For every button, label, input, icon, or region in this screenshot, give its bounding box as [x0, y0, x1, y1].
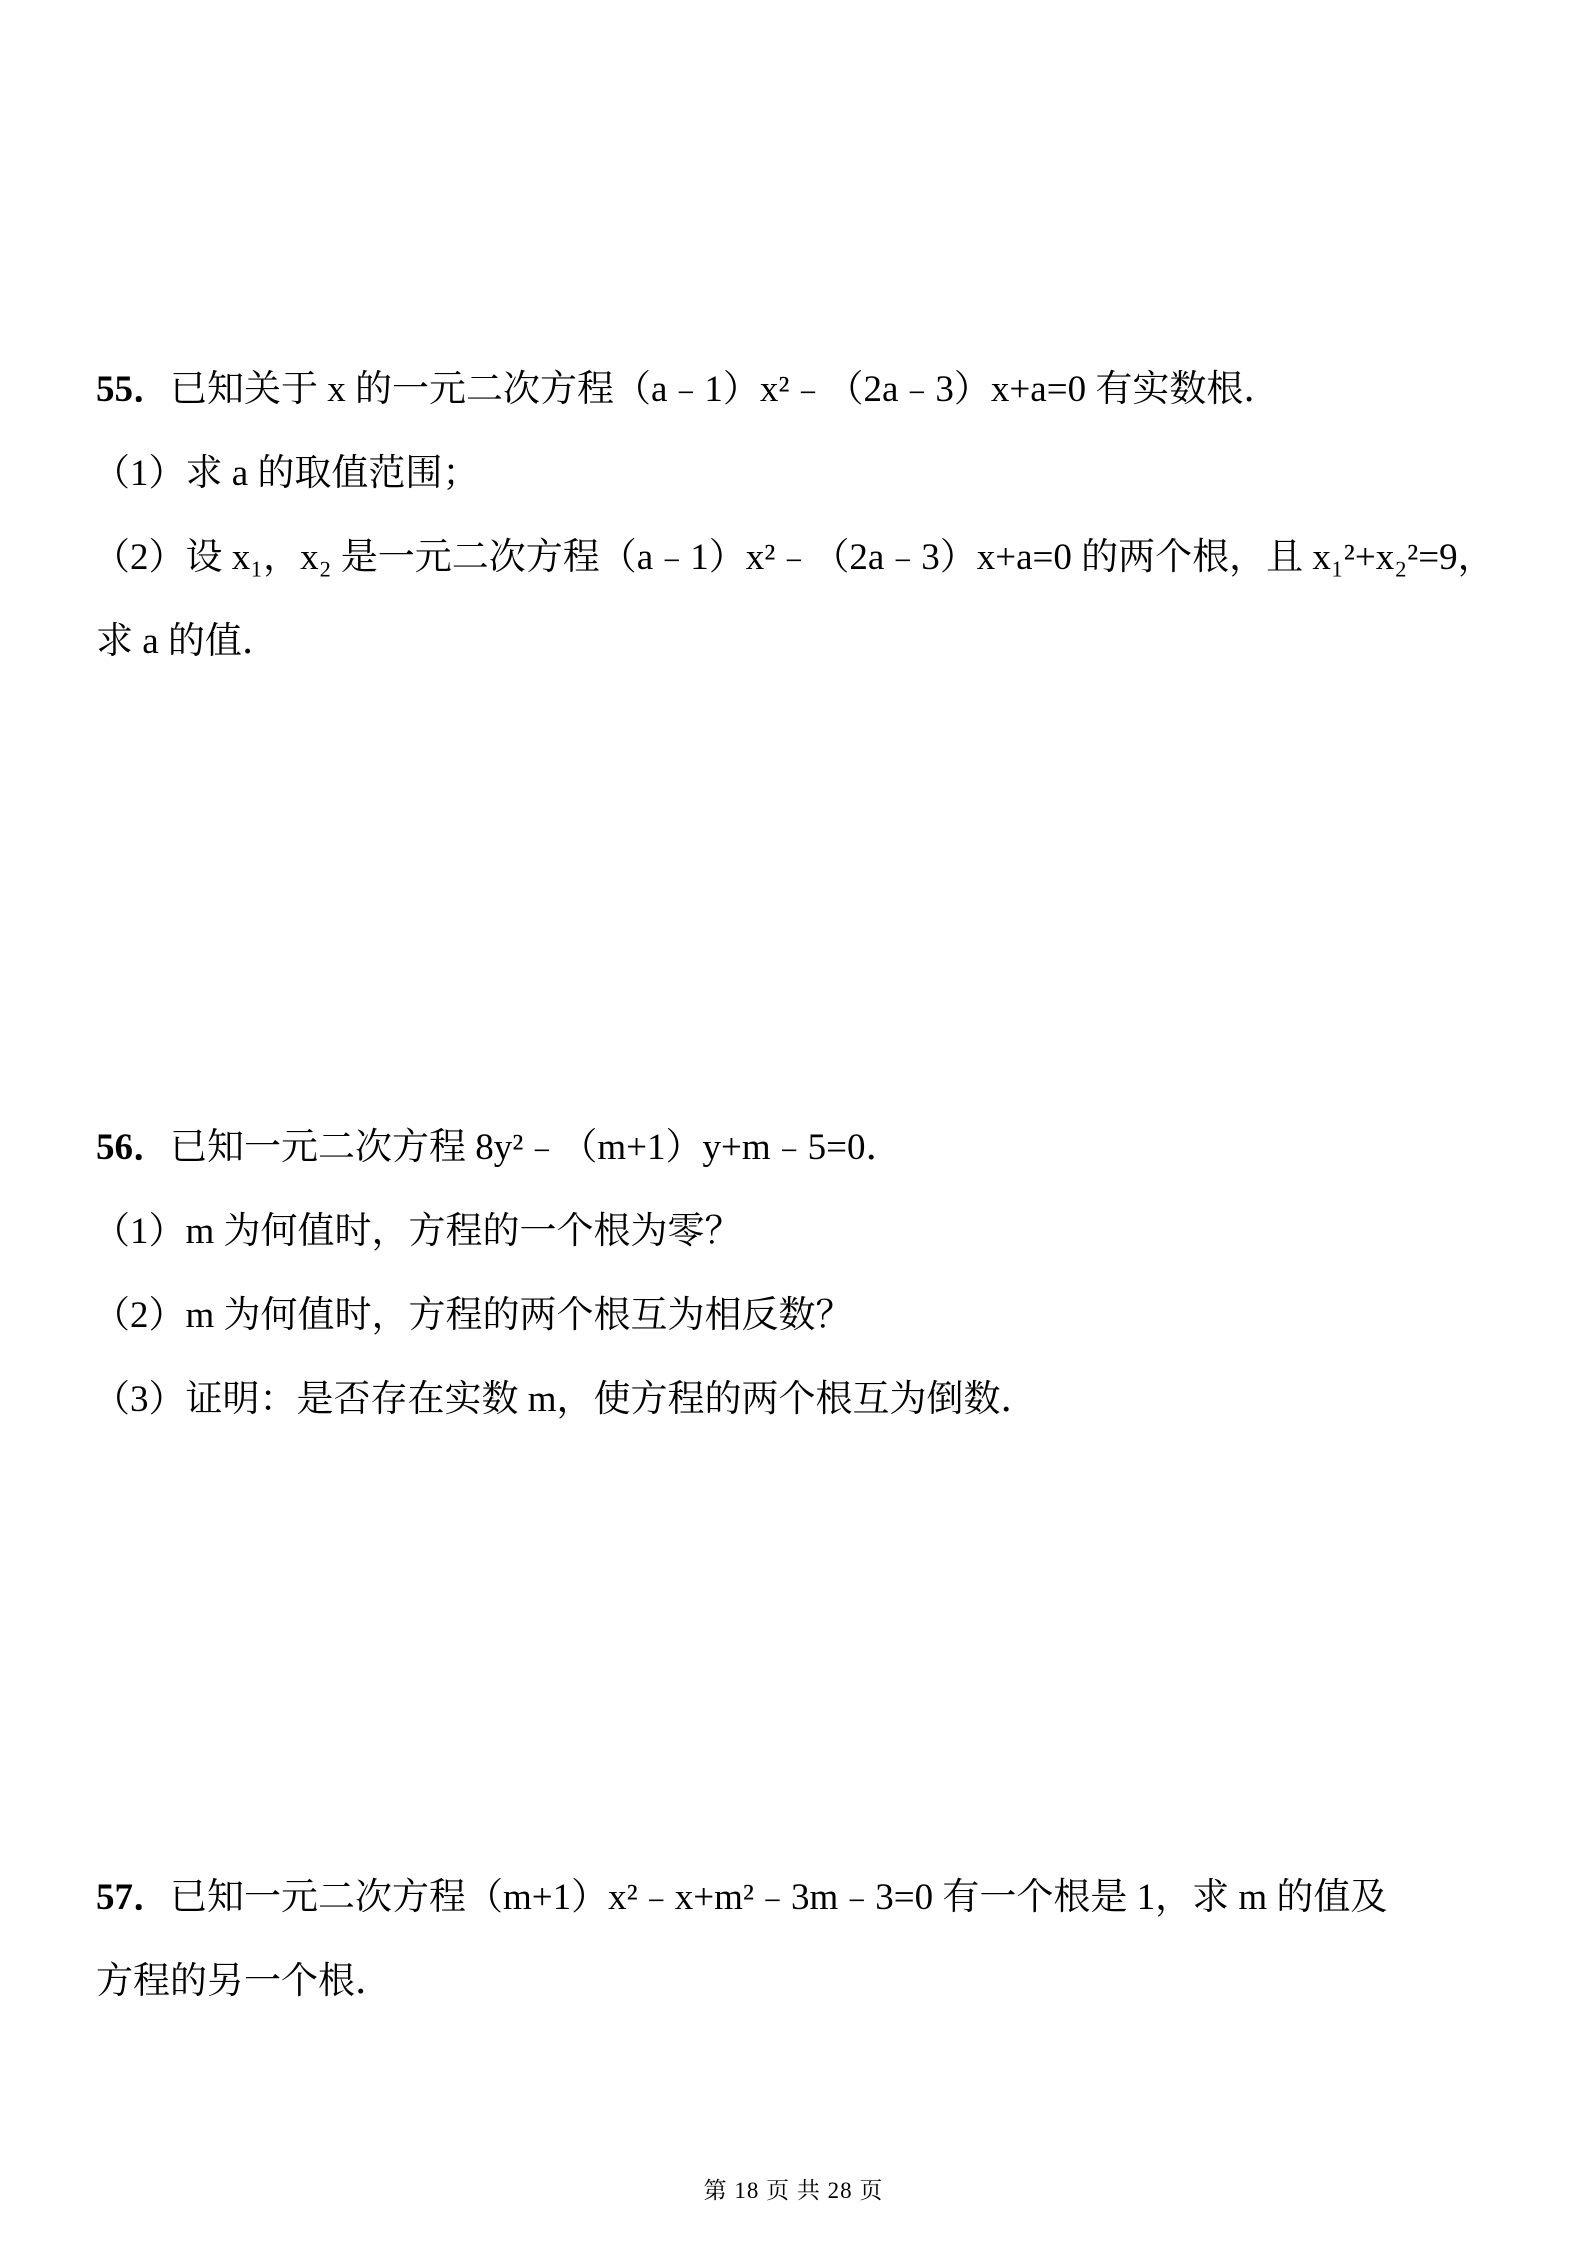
problem-55-part-1: （1）求 a 的取值范围； — [93, 453, 480, 494]
problem-text: 已知一元二次方程（m+1）x²﹣x+m²﹣3m﹣3=0 有一个根是 1，求 m 的值及 — [170, 1877, 1388, 1918]
problem-number: 55． — [96, 369, 170, 410]
problem-55-stem — [96, 366, 1280, 414]
problem-number: 56． — [96, 1127, 170, 1168]
problem-57-stem — [96, 1874, 1387, 1922]
problem-57-stem-cont: 方程的另一个根． — [96, 1961, 392, 2002]
page-footer: 第 18 页 共 28 页 — [703, 2178, 884, 2203]
problem-56-part-2: （2）m 为何值时，方程的两个根互为相反数？ — [93, 1295, 853, 1336]
problem-55-part-2-cont: 求 a 的值． — [96, 621, 279, 662]
problem-number: 57． — [96, 1877, 170, 1918]
problem-56-part-1: （1）m 为何值时，方程的一个根为零？ — [93, 1211, 742, 1252]
problem-text: 已知关于 x 的一元二次方程（a﹣1）x²﹣（2a﹣3）x+a=0 有实数根． — [170, 369, 1281, 410]
problem-56-stem — [96, 1124, 903, 1172]
problem-text: 已知一元二次方程 8y²﹣（m+1）y+m﹣5=0． — [170, 1127, 903, 1168]
problem-56-part-3: （3）证明：是否存在实数 m，使方程的两个根互为倒数． — [93, 1379, 1038, 1420]
problem-55-part-2: （2）设 x₁，x₂ 是一元二次方程（a﹣1）x²﹣（2a﹣3）x+a=0 的两个根，且 x₁²+x₂²=9， — [93, 537, 1495, 578]
